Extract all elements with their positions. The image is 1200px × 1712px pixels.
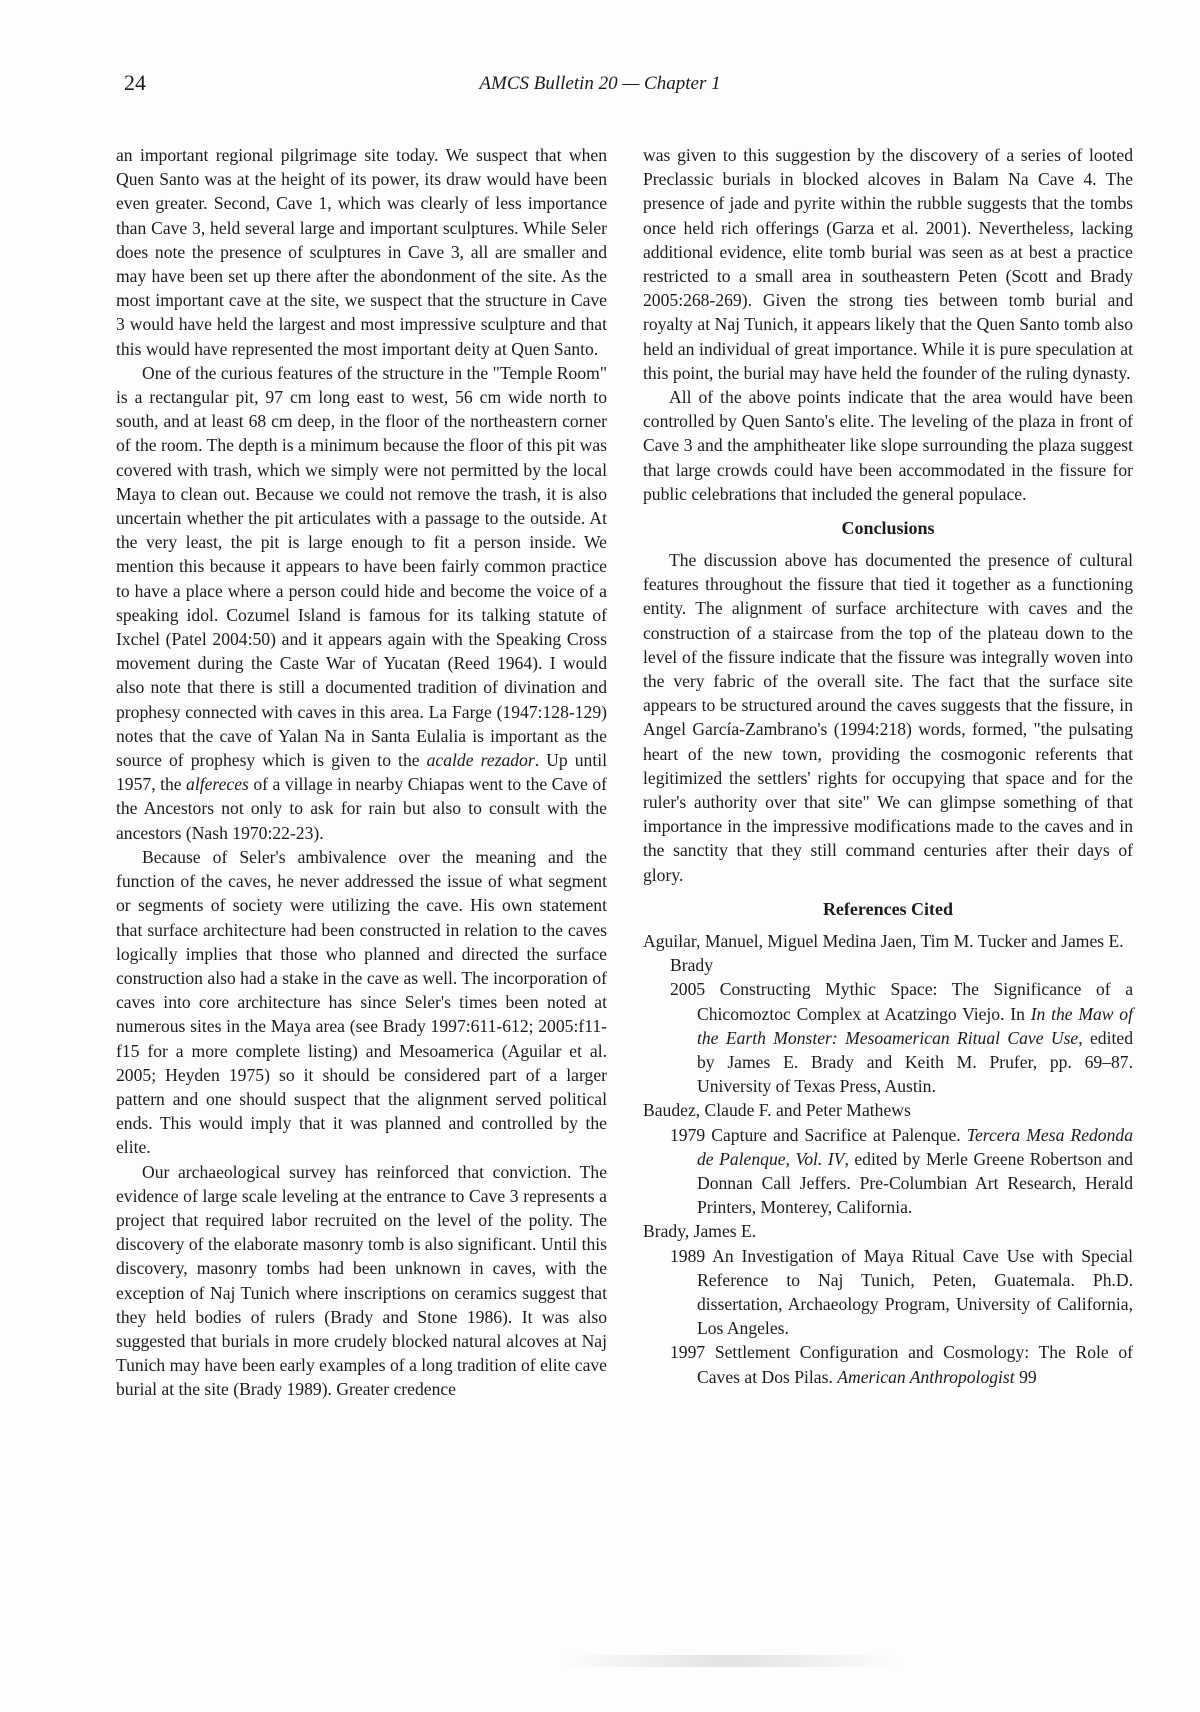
reference-entry xyxy=(643,1340,1133,1388)
reference-entry xyxy=(643,977,1133,1098)
reference-author: Baudez, Claude F. and Peter Mathews xyxy=(643,1100,911,1121)
reference-author: Aguilar, Manuel, Miguel Medina Jaen, Tim M. Tucker and James E. Brady xyxy=(643,930,1124,976)
reference-text: 1979 Capture and Sacrifice at Palenque. xyxy=(670,1124,967,1145)
paragraph: was given to this suggestion by the discovery of a series of looted Preclassic burials in blocked alcoves in Balam Na Cave 4. The presence of jade and pyrite within the rubble suggests that the tombs once held rich offerings (Garza et al. 2001). Nevertheless, lacking additional evidence, elite tomb burial was seen as at best a practice restricted to a small area in southeastern Peten (Scott and Brady 2005:268-269). Given the strong ties between tomb burial and royalty at Naj Tunich, it appears likely that the Quen Santo tomb also held an individual of great importance. While it is pure speculation at this point, the burial may have held the founder of the ruling dynasty. xyxy=(643,145,1133,383)
paragraph: All of the above points indicate that the area would have been controlled by Quen Santo's elite. The leveling of the plaza in front of Cave 3 and the amphitheater like slope surrounding the plaza suggest that large crowds could have been accommodated in the fissure for public celebrations that included the general populace. xyxy=(643,387,1133,504)
page-number: 24 xyxy=(124,70,146,95)
reference-title: In the Maw of the Earth Monster: Mesoamerican Ritual Cave Use xyxy=(697,1003,1133,1048)
paragraph: Because of Seler's ambivalence over the meaning and the function of the caves, he never addressed the issue of what segment or segments of society were utilizing the cave. His own statement that surface architecture had been constructed in relation to the caves logically implies that those who planned and directed the surface construction also had a stake in the cave as well. The incorporation of caves into core architecture has since Seler's times been noted at numerous sites in the Maya area (see Brady 1997:611-612; 2005:f11-f15 for a more complete listing) and Mesoamerica (Aguilar et al. 2005; Heyden 1975) so it should be considered part of a larger pattern and one should suspect that the alignment served political ends. This would imply that it was planned and controlled by the elite. xyxy=(116,846,607,1158)
reference-author: Brady, James E. xyxy=(643,1221,757,1242)
paragraph-text: of a village in nearby Chiapas went to the Cave of the Ancestors not only to ask for rain but also to consult with the ancestors (Nash 1970:22-23). xyxy=(116,774,607,843)
italic-term: acalde rezador xyxy=(426,750,535,771)
paper-scuff-mark xyxy=(560,1655,900,1667)
paragraph-text: One of the curious features of the structure in the "Temple Room" is a rectangular pit, 97 cm long east to west, 56 cm wide north to south, and at least 68 cm deep, in the floor of the northeastern corner of the room. The depth is a minimum because the floor of this pit was covered with trash, which we simply were not permitted by the local Maya to clean out. Because we could not remove the trash, it is also uncertain whether the pit articulates with a passage to the outside. At the very least, the pit is large enough to fit a person inside. We mention this because it appears to have been fairly common practice to have a place where a person could hide and become the voice of a speaking idol. Cozumel Island is famous for its talking statute of Ixchel (Patel 2004:50) and it appears again with the Speaking Cross movement during the Caste War of Yucatan (Reed 1964). I would also note that there is still a documented tradition of divination and prophesy connected with caves in this area. La Farge (1947:128-129) notes that the cave of Yalan Na in Santa Eulalia is important as the source of prophesy which is given to the xyxy=(116,362,607,771)
section-heading-conclusions: Conclusions xyxy=(841,518,935,539)
paragraph: an important regional pilgrimage site today. We suspect that when Quen Santo was at the height of its power, its draw would have been even greater. Second, Cave 1, which was clearly of less importance than Cave 3, held several large and important sculptures. While Seler does note the presence of sculptures in Cave 3, all are smaller and may have been set up there after the abondonment of the site. As the most important cave at the site, we suspect that the structure in Cave 3 would have held the largest and most impressive sculpture and that this would have represented the most important deity at Quen Santo. xyxy=(116,145,607,359)
reference-text: , edited by James E. Brady and Keith M. Prufer, pp. 69–87. University of Texas Press, Austin. xyxy=(697,1027,1133,1097)
paragraph xyxy=(116,361,607,845)
reference-list xyxy=(643,929,1133,1389)
reference-entry xyxy=(643,1123,1133,1220)
section-heading-references: References Cited xyxy=(822,898,954,919)
right-column xyxy=(643,143,1133,1389)
paragraph: Our archaeological survey has reinforced that conviction. The evidence of large scale leveling at the entrance to Cave 3 represents a project that required labor recruited on the level of the polity. The discovery of the elaborate masonry tomb is also significant. Until this discovery, masonry tombs had been unknown in caves, with the exception of Naj Tunich where inscriptions on ceramics suggest that they held bodies of rulers (Brady and Stone 1986). It was also suggested that burials in more crudely blocked natural alcoves at Naj Tunich may have been early examples of a long tradition of elite cave burial at the site (Brady 1989). Greater credence xyxy=(116,1161,607,1400)
paragraph: The discussion above has documented the presence of cultural features throughout the fissure that tied it together as a functioning entity. The alignment of surface architecture with caves and the construction of a staircase from the top of the plateau down to the level of the fissure indicate that the fissure was integrally woven into the very fabric of the overall site. The fact that the surface site appears to be structured around the caves suggests that the fissure, in Angel García-Zambrano's (1994:218) words, formed, "the pulsating heart of the new town, providing the cosmogonic referents that legitimized the settlers' rights for occupying that space and for the ruler's authority over that site" We can glimpse something of that importance in the impressive modifications made to the caves and in the sanctity that they still command centuries after their days of glory. xyxy=(643,550,1133,885)
reference-text: 99 xyxy=(1014,1366,1037,1387)
paragraph-text: . Up until 1957, the xyxy=(116,750,607,795)
italic-term: alfereces xyxy=(186,774,249,795)
running-title: AMCS Bulletin 20 — Chapter 1 xyxy=(479,73,721,94)
reference-text: 1989 An Investigation of Maya Ritual Cave Use with Special Reference to Naj Tunich, Peten, Guatemala. Ph.D. dissertation, Archaeology Program, University of California, Los Angeles. xyxy=(670,1245,1133,1339)
reference-text: 1997 Settlement Configuration and Cosmology: The Role of Caves at Dos Pilas. xyxy=(670,1342,1133,1387)
reference-entry xyxy=(643,1244,1133,1341)
reference-title: Tercera Mesa Redonda de Palenque, Vol. IV xyxy=(697,1124,1133,1169)
left-column xyxy=(116,143,607,1402)
reference-text: , edited by Merle Greene Robertson and Donnan Call Jeffers. Pre-Columbian Art Research, Herald Printers, Monterey, California. xyxy=(697,1148,1133,1218)
reference-title: American Anthropologist xyxy=(837,1366,1015,1387)
reference-text: 2005 Constructing Mythic Space: The Significance of a Chicomoztoc Complex at Acatzingo Viejo. In xyxy=(670,979,1133,1024)
